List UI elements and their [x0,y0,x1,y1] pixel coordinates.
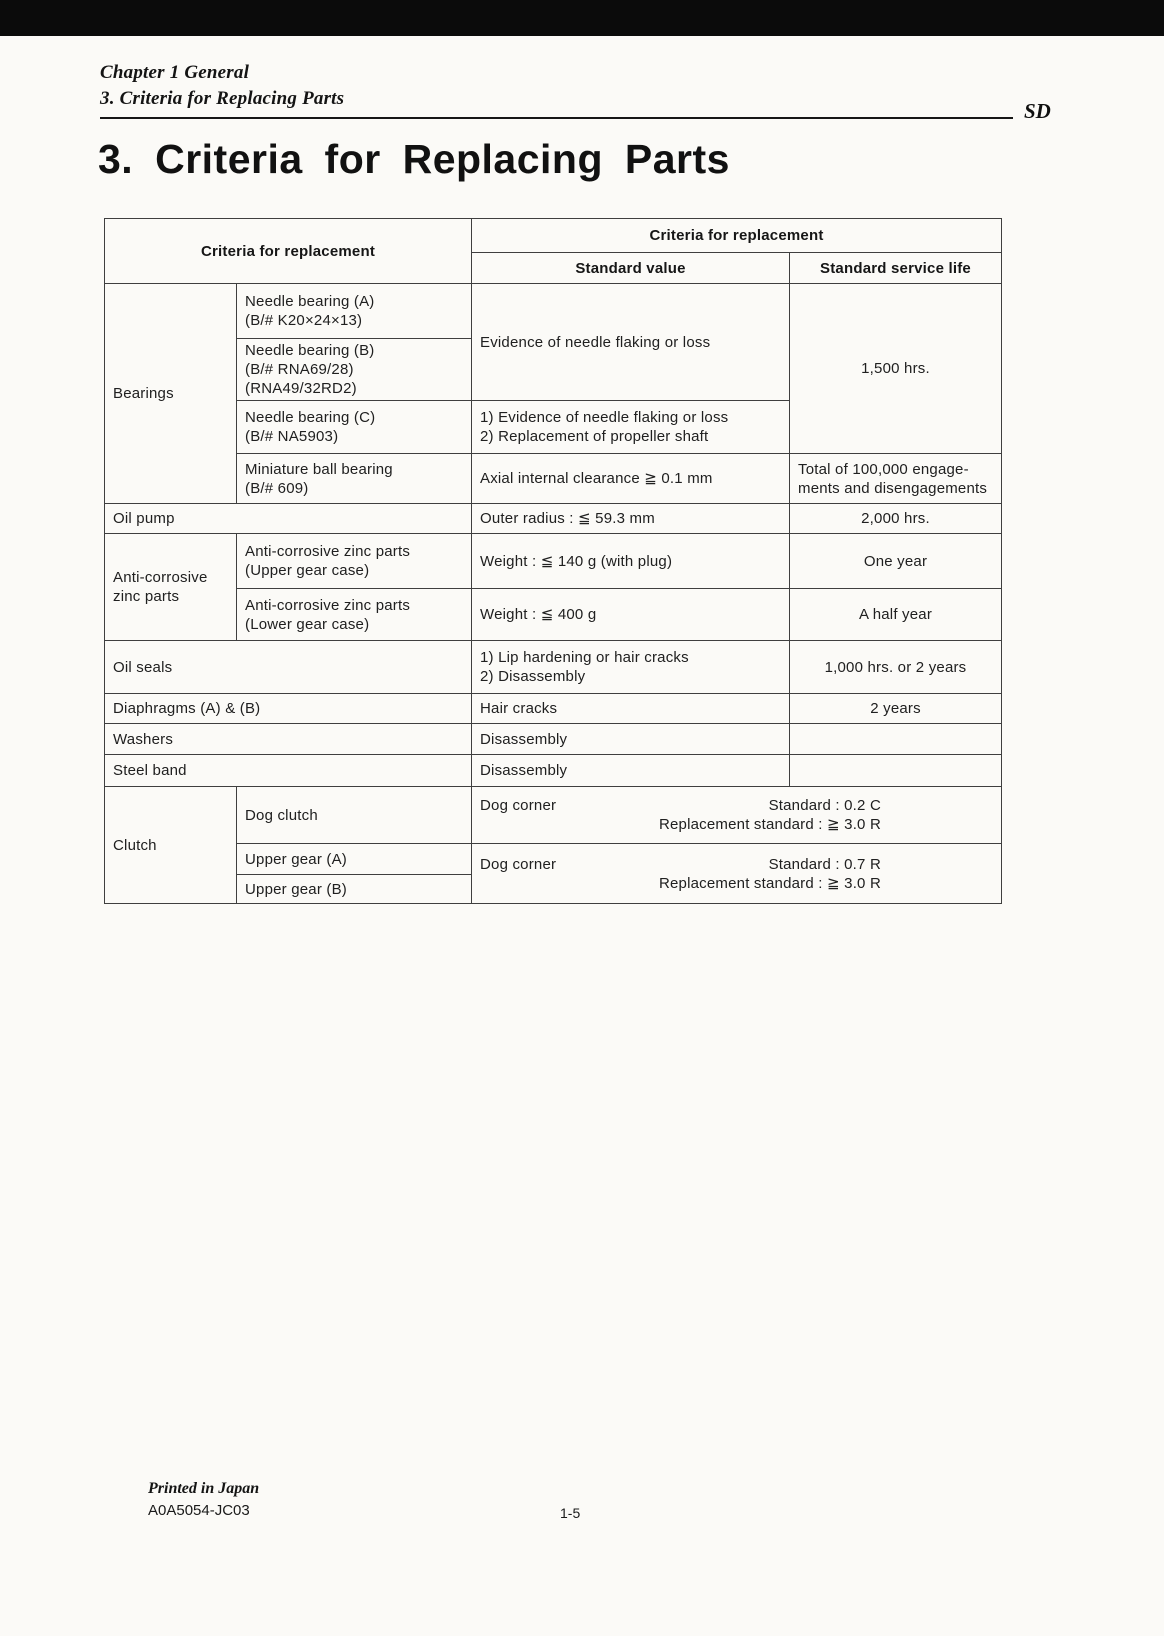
cell-washers: Washers [105,724,472,755]
chapter-heading: Chapter 1 General [100,62,250,83]
section-heading: 3. Criteria for Replacing Parts [100,88,345,109]
footer-part-number: A0A5054-JC03 [148,1502,250,1519]
table-row [105,454,1002,504]
part-name: Anti-corrosive zinc parts [245,596,411,614]
cell-oil-pump-service-life: 2,000 hrs. [790,504,1002,534]
running-header [100,60,1080,112]
header-standard-service-life: Standard service life [790,253,1002,284]
table-header-row-1 [105,219,1002,253]
standard-line: Standard : 0.7 R [768,855,881,873]
page-title: 3. Criteria for Replacing Parts [98,136,730,182]
table-row [105,504,1002,534]
cell-ball-service-life [790,454,1002,504]
life-line: ments and disengagements [798,479,988,497]
cell-needle-bearing-b [237,339,472,401]
dog-corner-standards [659,796,881,834]
cell-oil-seals-service-life: 1,000 hrs. or 2 years [790,641,1002,694]
part-name: Needle bearing (C) [245,409,376,426]
cell-needle-bearing-a [237,284,472,339]
part-name: Needle bearing (A) [245,293,375,310]
life-line: Total of 100,000 engage- [798,460,969,478]
part-case: (Upper gear case) [245,562,370,579]
dog-corner-standards [659,855,881,893]
cell-oil-seals-value [472,641,790,694]
standard-line: Standard : 0.2 C [768,797,881,814]
cell-upper-gear-b: Upper gear (B) [237,875,472,904]
cell-dog-clutch: Dog clutch [237,787,472,844]
criteria-table [104,218,1002,904]
group-line: zinc parts [113,588,180,605]
value-line: 1) Lip hardening or hair cracks [480,649,689,666]
cell-washers-service-life [790,724,1002,755]
replacement-line: Replacement standard : ≧ 3.0 R [658,874,881,892]
table-row [105,724,1002,755]
cell-zinc-lower-value: Weight : ≦ 400 g [472,589,790,641]
footer-printed-in: Printed in Japan [148,1480,260,1497]
cell-ball-bearing [237,454,472,504]
cell-diaphragms: Diaphragms (A) & (B) [105,694,472,724]
table-row [105,534,1002,589]
dog-corner-label: Dog corner [480,855,557,873]
cell-zinc-upper-value: Weight : ≦ 140 g (with plug) [472,534,790,589]
part-number: (B/# K20×24×13) [245,312,363,329]
cell-diaphragms-value: Hair cracks [472,694,790,724]
cell-ball-value: Axial internal clearance ≧ 0.1 mm [472,454,790,504]
header-criteria-right: Criteria for replacement [472,219,1002,253]
table-row [105,755,1002,787]
cell-zinc-lower [237,589,472,641]
part-name: Miniature ball bearing [245,460,393,478]
cell-dog-corner-1 [472,787,1002,844]
cell-needle-bearing-c [237,401,472,454]
scan-edge-bar [0,0,1164,36]
group-zinc-parts [105,534,237,641]
cell-oil-pump-value: Outer radius : ≦ 59.3 mm [472,504,790,534]
cell-oil-seals: Oil seals [105,641,472,694]
header-criteria-left: Criteria for replacement [105,219,472,284]
group-clutch: Clutch [105,787,237,904]
part-case: (Lower gear case) [245,615,370,633]
cell-upper-gear-a: Upper gear (A) [237,844,472,875]
table-row [105,787,1002,844]
cell-needle-service-life: 1,500 hrs. [790,284,1002,454]
table-row [105,284,1002,339]
value-line: 1) Evidence of needle flaking or loss [480,409,729,426]
group-line: Anti-corrosive [113,569,208,586]
table-row [105,844,1002,875]
table-row [105,641,1002,694]
cell-needle-ab-value: Evidence of needle flaking or loss [472,284,790,401]
value-line: 2) Replacement of propeller shaft [480,428,709,445]
cell-oil-pump: Oil pump [105,504,472,534]
cell-zinc-upper [237,534,472,589]
cell-dog-corner-2 [472,844,1002,904]
footer-page-number: 1-5 [560,1505,581,1521]
value-line: 2) Disassembly [480,668,586,685]
header-rule [100,117,1013,119]
cell-needle-c-value [472,401,790,454]
table-row [105,694,1002,724]
cell-steel-band-value: Disassembly [472,755,790,787]
header-standard-value: Standard value [472,253,790,284]
part-number: (RNA49/32RD2) [245,380,357,397]
cell-zinc-lower-service-life: A half year [790,589,1002,641]
group-bearings: Bearings [105,284,237,504]
replacement-line: Replacement standard : ≧ 3.0 R [658,816,881,833]
table-row [105,589,1002,641]
part-number: (B/# NA5903) [245,428,339,445]
part-number: (B/# RNA69/28) [245,361,354,378]
cell-steel-band-service-life [790,755,1002,787]
part-name: Needle bearing (B) [245,342,375,359]
cell-diaphragms-service-life: 2 years [790,694,1002,724]
cell-washers-value: Disassembly [472,724,790,755]
part-name: Anti-corrosive zinc parts [245,543,411,560]
cell-steel-band: Steel band [105,755,472,787]
doc-code: SD [1024,99,1051,123]
cell-zinc-upper-service-life: One year [790,534,1002,589]
part-number: (B/# 609) [245,479,309,497]
dog-corner-label: Dog corner [480,797,557,814]
